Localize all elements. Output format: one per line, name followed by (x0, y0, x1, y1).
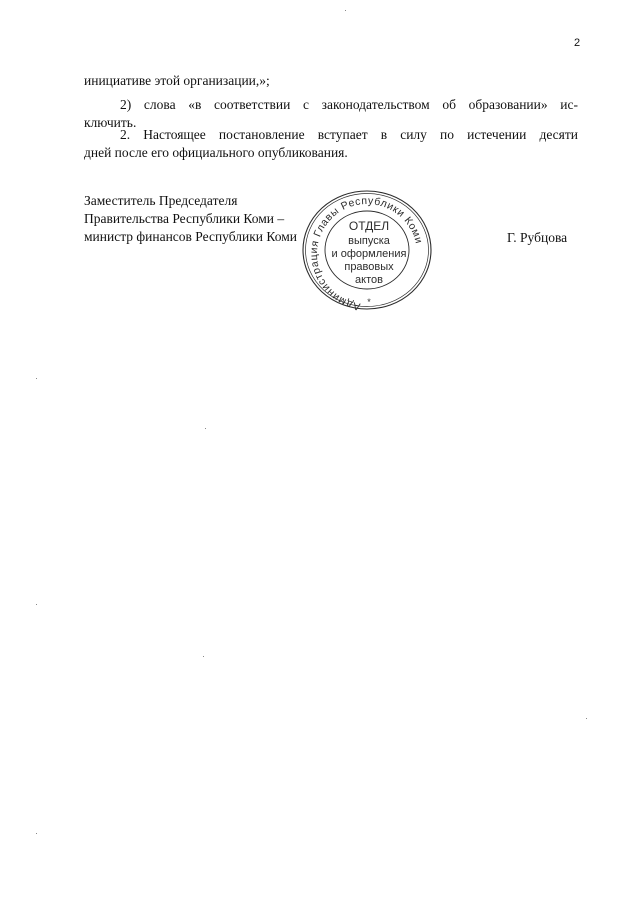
stamp-ring-text: Администрация Главы Республики Коми (307, 194, 425, 312)
item-2-line-1: 2) слова «в соответствии с законодательством об образовании» ис- (120, 97, 578, 112)
scan-speck (586, 718, 587, 719)
clause-2-line-2: дней после его официального опубликования. (84, 145, 348, 160)
scan-speck (36, 604, 37, 605)
paragraph-continuation: инициативе этой организации,»; (84, 73, 270, 88)
stamp-center-line-3: и оформления (331, 248, 407, 260)
scan-speck (36, 378, 37, 379)
page-number: 2 (574, 37, 581, 49)
signatory-title-line-3: министр финансов Республики Коми (84, 229, 297, 244)
scan-speck (36, 833, 37, 834)
official-stamp (299, 188, 435, 312)
signatory-title-line-1: Заместитель Председателя (84, 193, 238, 208)
clause-2-line-1: 2. Настоящее постановление вступает в силу по истечении десяти (120, 127, 578, 142)
scan-speck (205, 428, 206, 429)
stamp-star-icon: * (367, 297, 371, 307)
item-2-line-2: ключить. (84, 115, 137, 130)
stamp-center-line-4: правовых (344, 261, 394, 273)
scan-speck (345, 10, 346, 11)
stamp-center-line-1: ОТДЕЛ (348, 219, 390, 233)
signatory-name: Г. Рубцова (507, 230, 568, 245)
signatory-title (84, 192, 297, 246)
stamp-center-line-5: актов (355, 274, 383, 286)
scan-speck (203, 656, 204, 657)
stamp-center-line-2: выпуска (348, 235, 390, 247)
signatory-title-line-2: Правительства Республики Коми – (84, 211, 285, 226)
